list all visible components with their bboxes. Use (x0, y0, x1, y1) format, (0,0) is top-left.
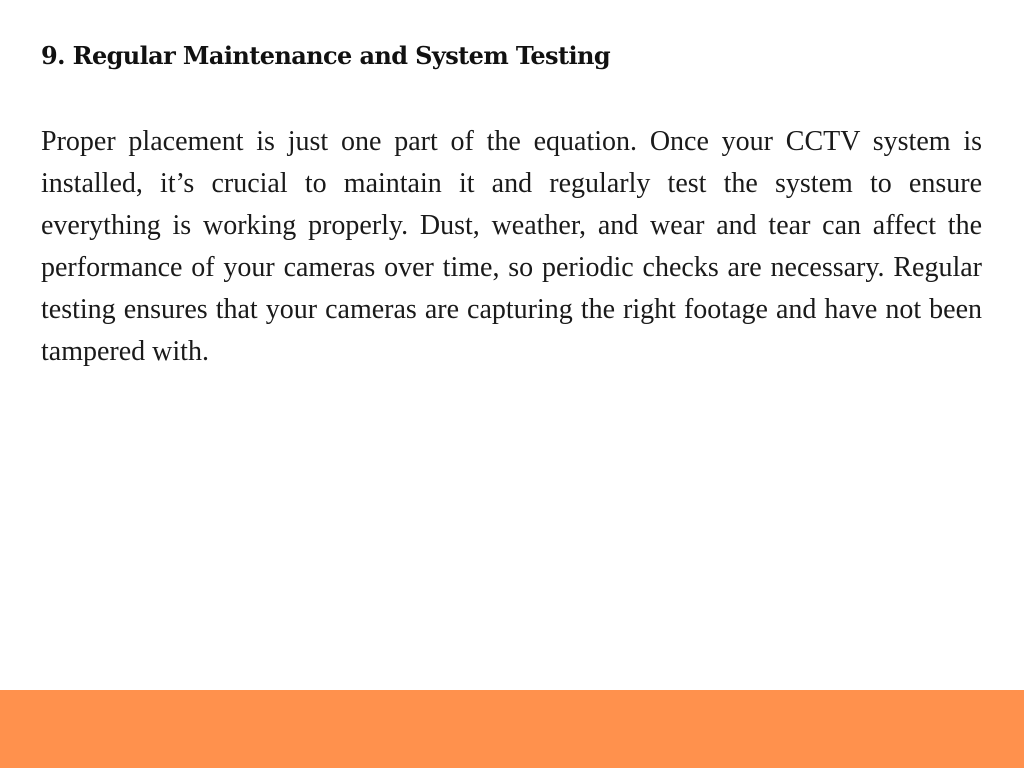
body-paragraph: Proper placement is just one part of the equation. Once your CCTV system is installed, it’s crucial to maintain it and regularly test the system to ensure everything is working properly. Dust, weather, and wear and tear can affect the performance of your cameras over time, so periodic checks are necessary. Regular testing ensures that your cameras are capturing the right footage and have not been tampered with. (41, 126, 982, 367)
section-heading: 9. Regular Maintenance and System Testing (41, 41, 611, 70)
footer-bar (0, 690, 1024, 768)
